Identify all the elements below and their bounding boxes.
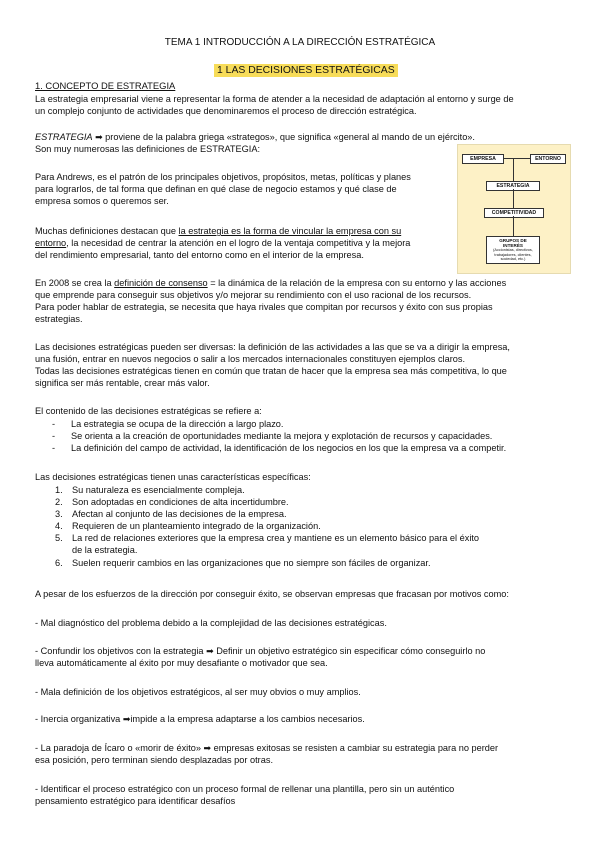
decisiones-line-1: Las decisiones estratégicas pueden ser diversas: la definición de las actividades a las que se va a dirigir la empresa,: [35, 342, 510, 352]
muchas-underline-2: entorno: [35, 238, 67, 248]
list-item-text: Suelen requerir cambios en las organizaciones que no siempre son fáciles de organizar.: [72, 558, 431, 568]
subsection-title: 1. CONCEPTO DE ESTRATEGIA: [35, 80, 176, 91]
list-item-text: La definición del campo de actividad, la identificación de los negocios en los que la empresa va a competir.: [71, 443, 507, 453]
muchas-pre: Muchas definiciones destacan que: [35, 226, 179, 236]
diagram-box-empresa: EMPRESA: [462, 154, 504, 164]
list-item-text: Su naturaleza es esencialmente compleja.: [72, 485, 245, 495]
consenso-post: = la dinámica de la relación de la empresa con su entorno y las acciones: [207, 278, 507, 288]
list-item-text: Afectan al conjunto de las decisiones de la empresa.: [72, 509, 287, 519]
list-number: 5.: [55, 533, 63, 543]
list-item: [55, 508, 555, 520]
diagram-grupos-title-2: INTERÉS: [503, 243, 523, 249]
fracaso-p2: [35, 645, 568, 657]
definition-line-2: Son muy numerosas las definiciones de ESTRATEGIA:: [35, 144, 261, 154]
diagram-box-estrategia: ESTRATEGIA: [486, 181, 540, 191]
list-item: - La definición del campo de actividad, la identificación de los negocios en los que la empresa va a competir.: [52, 443, 507, 453]
strategy-diagram: [457, 144, 571, 274]
section-title: 1 LAS DECISIONES ESTRATÉGICAS: [214, 64, 398, 77]
muchas-line-2: [35, 237, 455, 249]
definition-line: [35, 131, 568, 143]
consenso-line-4: estrategias.: [35, 314, 83, 324]
intro-line-2: un complejo conjunto de actividades que denominaremos el proceso de dirección estratégica.: [35, 106, 417, 116]
list-item-text: Requieren de un planteamiento integrado de la organización.: [72, 521, 321, 531]
diagram-connector: [503, 158, 530, 159]
diagram-box-competitividad: COMPETITIVIDAD: [484, 208, 544, 218]
andrews-line-3: empresa somos o queremos ser.: [35, 196, 169, 206]
list-item: - Se orienta a la creación de oportunidades mediante la mejora y explotación de recursos y capacidades.: [52, 431, 493, 441]
andrews-line-2: para lograrlos, de tal forma que definan en qué clase de negocio estamos y qué clase de: [35, 184, 397, 194]
list-item-continuation: de la estrategia.: [72, 545, 138, 556]
fracaso-lead: A pesar de los esfuerzos de la dirección por conseguir éxito, se observan empresas que fracasan por motivos como:: [35, 589, 509, 599]
andrews-line-1: Para Andrews, es el patrón de los principales objetivos, propósitos, metas, políticas y planes: [35, 172, 411, 182]
contenido-lead: El contenido de las decisiones estratégicas se refiere a:: [35, 406, 262, 416]
fracaso-p2b: Definir un objetivo estratégico sin especificar cómo conseguirlo no: [213, 646, 486, 656]
diagram-connector: [513, 216, 514, 236]
fracaso-p4a: - Inercia organizativa: [35, 714, 123, 724]
list-number: 4.: [55, 521, 63, 531]
definition-text: proviene de la palabra griega «strategos», que significa «general al mando de un ejército».: [102, 132, 475, 142]
list-number: 2.: [55, 497, 63, 507]
consenso-pre: En 2008 se crea la: [35, 278, 115, 288]
caracteristicas-lead: Las decisiones estratégicas tienen unas características específicas:: [35, 472, 311, 482]
fracaso-p3: - Mala definición de los objetivos estratégicos, al ser muy obvios o muy amplios.: [35, 687, 361, 697]
fracaso-p2-line2: lleva automáticamente al éxito por muy desafiante o motivador que sea.: [35, 658, 328, 668]
definition-term: ESTRATEGIA: [35, 132, 93, 142]
diagram-grupos-title: GRUPOS DE: [499, 238, 527, 243]
consenso-line-1: [35, 277, 568, 289]
muchas-post: , la necesidad de centrar la atención en el logro de la ventaja competitiva y la mejora: [66, 238, 411, 248]
list-item: - La estrategia se ocupa de la dirección a largo plazo.: [52, 419, 284, 429]
fracaso-p6: - Identificar el proceso estratégico con un proceso formal de rellenar una plantilla, pero sin un auténtico: [35, 784, 455, 794]
fracaso-p2a: - Confundir los objetivos con la estrategia: [35, 646, 207, 656]
fracaso-p4: [35, 713, 568, 725]
diagram-connector: [513, 189, 514, 208]
list-item: [55, 532, 555, 556]
arrow-icon: ➡: [206, 646, 214, 656]
intro-line-1: La estrategia empresarial viene a representar la forma de atender a la necesidad de adaptación al entorno y surge de: [35, 94, 514, 104]
list-item-text: La red de relaciones exteriores que la empresa crea y mantiene es un elemento básico para el éxito: [72, 533, 480, 543]
muchas-line-3: del rendimiento empresarial, tanto del entorno como en el interior de la empresa.: [35, 250, 364, 260]
consenso-line-2: que emprende para conseguir sus objetivos y/o mejorar su rendimiento con el uso racional de los recursos.: [35, 290, 472, 300]
list-item: [55, 496, 555, 508]
arrow-icon: ➡: [203, 743, 212, 753]
decisiones-line-2: una fusión, entrar en nuevos negocios o salir a los mercados internacionales constituyen ejemplos claros.: [35, 354, 466, 364]
list-item: [55, 520, 555, 532]
consenso-line-3: Para poder hablar de estrategia, se necesita que haya rivales que compitan por recursos y éxito con sus propias: [35, 302, 493, 312]
fracaso-p4b: impide a la empresa adaptarse a los cambios necesarios.: [130, 714, 365, 724]
diagram-box-entorno: ENTORNO: [530, 154, 566, 164]
fracaso-p6-line2: pensamiento estratégico para identificar desafíos: [35, 796, 236, 806]
diagram-grupos-detail: (Accionistas, directivos, trabajadores, clientes, sociedad, etc.): [493, 248, 533, 262]
diagram-box-grupos: [486, 236, 540, 264]
arrow-icon: ➡: [95, 132, 103, 142]
muchas-line-1: [35, 225, 455, 237]
list-item-text: Se orienta a la creación de oportunidades mediante la mejora y explotación de recursos y capacidades.: [71, 431, 493, 441]
muchas-underline-1: la estrategia es la forma de vincular la empresa con su: [178, 226, 402, 236]
consenso-underline: definición de consenso: [114, 278, 208, 288]
list-item-text: Son adoptadas en condiciones de alta incertidumbre.: [72, 497, 289, 507]
list-item: [55, 557, 555, 569]
list-number: 6.: [55, 558, 63, 568]
fracaso-p5b: empresas exitosas se resisten a cambiar su estrategia para no perder: [211, 743, 499, 753]
diagram-connector: [513, 158, 514, 181]
fracaso-p1: - Mal diagnóstico del problema debido a la complejidad de las decisiones estratégicas.: [35, 618, 387, 628]
arrow-icon: ➡: [122, 714, 131, 724]
document-title: TEMA 1 INTRODUCCIÓN A LA DIRECCIÓN ESTRATÉGICA: [164, 37, 436, 48]
fracaso-p5: [35, 742, 568, 754]
list-item: [55, 484, 555, 496]
decisiones-line-4: significa ser más rentable, crear más valor.: [35, 378, 210, 388]
list-item-text: La estrategia se ocupa de la dirección a largo plazo.: [71, 419, 284, 429]
list-number: 3.: [55, 509, 63, 519]
decisiones-line-3: Todas las decisiones estratégicas tienen en común que tratan de hacer que la empresa sea más competitiva, lo que: [35, 366, 507, 376]
fracaso-p5-line2: esa posición, pero terminan siendo desplazadas por otras.: [35, 755, 273, 765]
fracaso-p5a: - La paradoja de Ícaro o «morir de éxito»: [35, 743, 204, 753]
list-number: 1.: [55, 485, 63, 495]
